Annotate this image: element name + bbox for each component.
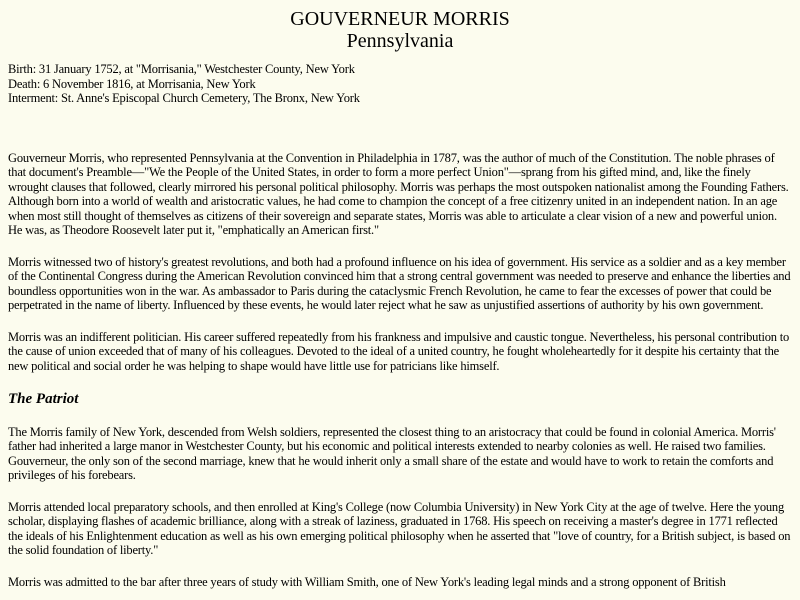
vital-statistics xyxy=(8,62,792,106)
patriot-paragraph-3-truncated: Morris was admitted to the bar after three years of study with William Smith, one of New York's leading legal minds and a strong opponent of British xyxy=(8,574,726,589)
interment-line: Interment: St. Anne's Episcopal Church Cemetery, The Bronx, New York xyxy=(8,91,360,105)
page-title xyxy=(8,8,792,52)
intro-paragraph-1: Gouverneur Morris, who represented Pennsylvania at the Convention in Philadelphia in 1787, was the author of much of the Constitution. The noble phrases of that document's Preamble—"We the People of the United States, in order to form a more perfect Union"—sprang from his gifted mind, and, like the finely wrought clauses that followed, clearly mirrored his personal political philosophy. Morris was perhaps the most outspoken nationalist among the Founding Fathers. Although born into a world of wealth and aristocratic values, he had come to champion the concept of a free citizenry united in an independent nation. In an age when most still thought of themselves as citizens of their sovereign and separate states, Morris was able to articulate a clear vision of a new and powerful union. He was, as Theodore Roosevelt later put it, "emphatically an American first." xyxy=(8,150,789,237)
intro-paragraph-3: Morris was an indifferent politician. His career suffered repeatedly from his frankness and impulsive and caustic tongue. Nevertheless, his personal contribution to the cause of union exceeded that of many of his colleagues. Devoted to the ideal of a united country, he fought wholeheartedly for it despite his certainty that the new political and social order he was helping to shape would have little use for patricians like himself. xyxy=(8,329,790,373)
section-heading-the-patriot: The Patriot xyxy=(8,391,79,407)
patriot-paragraph-1: The Morris family of New York, descended from Welsh soldiers, represented the closest thing to an aristocracy that could be found in colonial America. Morris' father had inherited a large manor in Westchester County, but his economic and political interests extended to nearby colonies as well. He raised two families. Gouverneur, the only son of the second marriage, knew that he would inherit only a small share of the estate and would have to work to retain the comforts and privileges of his forebears. xyxy=(8,424,776,482)
person-state: Pennsylvania xyxy=(346,30,454,52)
birth-line: Birth: 31 January 1752, at "Morrisania," Westchester County, New York xyxy=(8,62,355,76)
person-name: GOUVERNEUR MORRIS xyxy=(290,8,510,30)
intro-paragraph-2: Morris witnessed two of history's greatest revolutions, and both had a profound influence on his idea of government. His service as a soldier and as a key member of the Continental Congress during the American Revolution convinced him that a strong central government was needed to preserve and enhance the liberties and boundless opportunities won in the war. As ambassador to Paris during the cataclysmic French Revolution, he came to fear the excesses of power that could be perpetrated in the name of liberty. Influenced by these events, he would later reject what he saw as unjustified assertions of authority by his own government. xyxy=(8,254,791,312)
death-line: Death: 6 November 1816, at Morrisania, New York xyxy=(8,76,256,91)
patriot-paragraph-2: Morris attended local preparatory schools, and then enrolled at King's College (now Columbia University) in New York City at the age of twelve. Here the young scholar, displaying flashes of academic brilliance, along with a streak of laziness, graduated in 1768. His speech on receiving a master's degree in 1771 reflected the ideals of his Enlightenment education as well as his own emerging political philosophy when he asserted that "love of country, for a British subject, is based on the solid foundation of liberty." xyxy=(8,499,791,557)
